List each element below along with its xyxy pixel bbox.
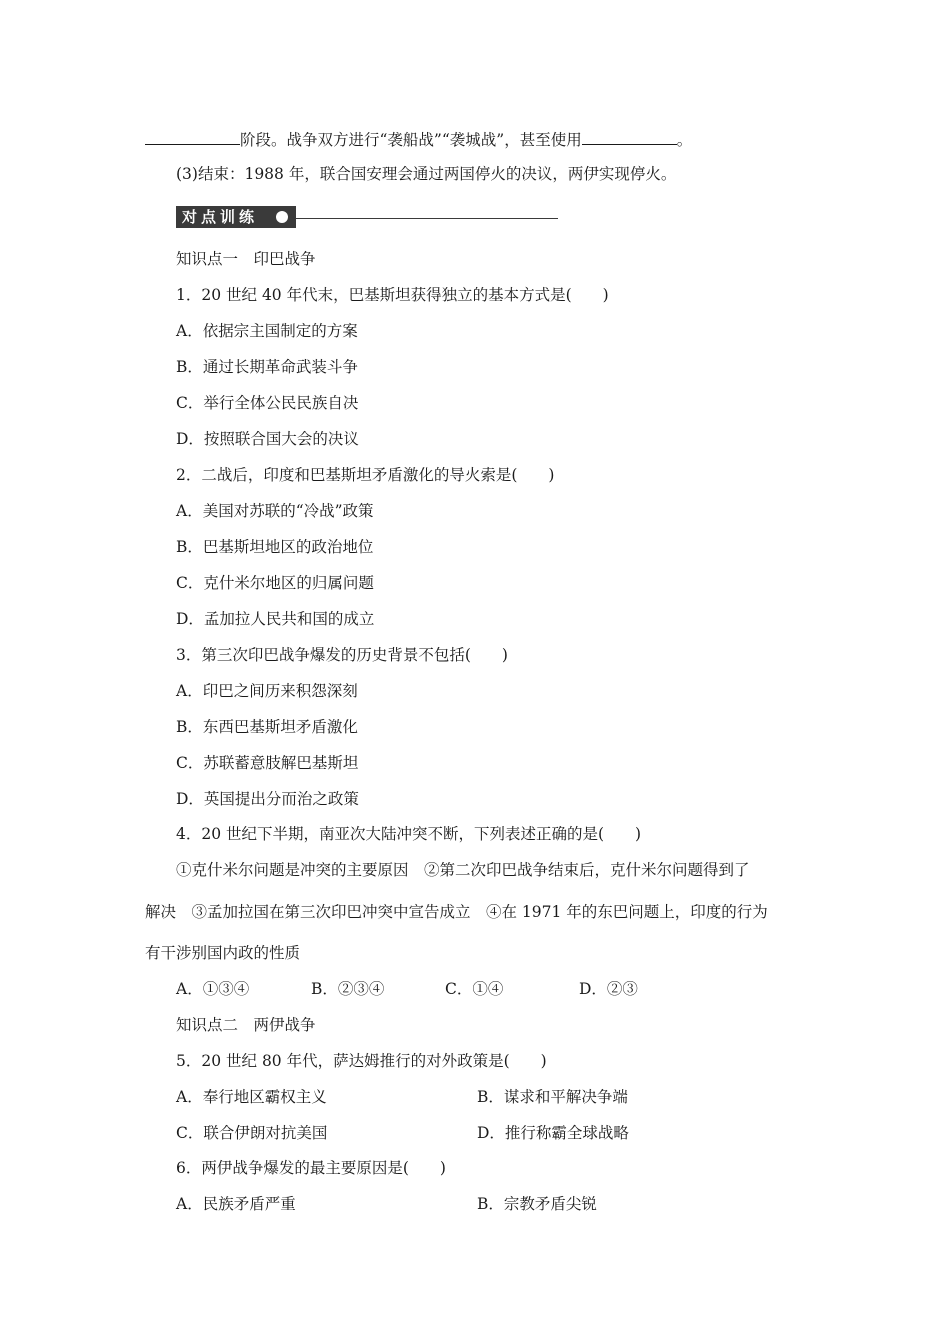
question-1-option-b[interactable]: B．通过长期革命武装斗争 (176, 358, 358, 376)
intro-line-1 (145, 128, 692, 150)
question-6-option-a[interactable]: A．民族矛盾严重 (176, 1195, 296, 1213)
question-5-option-c[interactable]: C．联合伊朗对抗美国 (176, 1124, 328, 1142)
question-5-option-b[interactable]: B．谋求和平解决争端 (477, 1088, 628, 1106)
bullet-dot-icon (276, 211, 288, 223)
fill-blank-1[interactable] (145, 128, 240, 145)
intro-line-1-text: 阶段。战争双方进行“袭船战”“袭城战”，甚至使用 (240, 131, 582, 149)
question-6-option-b[interactable]: B．宗教矛盾尖锐 (477, 1195, 597, 1213)
question-3-option-c[interactable]: C．苏联蓄意肢解巴基斯坦 (176, 754, 359, 772)
question-2-option-d[interactable]: D．孟加拉人民共和国的成立 (176, 610, 375, 628)
section-heading (176, 206, 558, 228)
question-2-option-b[interactable]: B．巴基斯坦地区的政治地位 (176, 538, 374, 556)
knowledge-point-1: 知识点一 印巴战争 (176, 250, 316, 268)
question-4-option-d[interactable]: D．②③ (579, 980, 638, 998)
question-4-statements-line-1: ①克什米尔问题是冲突的主要原因 ②第二次印巴战争结束后，克什米尔问题得到了 (176, 861, 750, 879)
question-5-option-a[interactable]: A．奉行地区霸权主义 (176, 1088, 327, 1106)
question-1-option-c[interactable]: C．举行全体公民民族自决 (176, 394, 359, 412)
question-3-option-d[interactable]: D．英国提出分而治之政策 (176, 790, 359, 808)
question-4-option-a[interactable]: A．①③④ (176, 980, 250, 998)
question-4-stem: 4．20 世纪下半期，南亚次大陆冲突不断，下列表述正确的是( ) (176, 825, 642, 843)
question-4-statements-line-3: 有干涉别国内政的性质 (145, 944, 301, 962)
question-5-stem: 5．20 世纪 80 年代，萨达姆推行的对外政策是( ) (176, 1052, 547, 1070)
question-4-option-c[interactable]: C．①④ (445, 980, 504, 998)
question-1-option-a[interactable]: A．依据宗主国制定的方案 (176, 322, 358, 340)
fill-blank-2[interactable] (582, 128, 677, 145)
question-6-stem: 6．两伊战争爆发的最主要原因是( ) (176, 1159, 446, 1177)
question-1-option-d[interactable]: D．按照联合国大会的决议 (176, 430, 359, 448)
question-1-stem: 1．20 世纪 40 年代末，巴基斯坦获得独立的基本方式是( ) (176, 286, 609, 304)
question-2-option-a[interactable]: A．美国对苏联的“冷战”政策 (176, 502, 374, 520)
question-2-stem: 2．二战后，印度和巴基斯坦矛盾激化的导火索是( ) (176, 466, 555, 484)
question-3-option-a[interactable]: A．印巴之间历来积怨深刻 (176, 682, 358, 700)
section-divider (296, 218, 558, 219)
section-heading-label: 对点训练 (176, 206, 296, 228)
question-3-stem: 3．第三次印巴战争爆发的历史背景不包括( ) (176, 646, 508, 664)
question-4-option-b[interactable]: B．②③④ (311, 980, 385, 998)
question-4-statements-line-2: 解决 ③孟加拉国在第三次印巴冲突中宣告成立 ④在 1971 年的东巴问题上，印度的行为 (145, 903, 768, 921)
question-3-option-b[interactable]: B．东西巴基斯坦矛盾激化 (176, 718, 358, 736)
question-2-option-c[interactable]: C．克什米尔地区的归属问题 (176, 574, 374, 592)
intro-line-2: (3)结束：1988 年，联合国安理会通过两国停火的决议，两伊实现停火。 (176, 165, 677, 183)
knowledge-point-2: 知识点二 两伊战争 (176, 1016, 316, 1034)
intro-line-1-end: 。 (676, 131, 693, 149)
question-5-option-d[interactable]: D．推行称霸全球战略 (477, 1124, 629, 1142)
